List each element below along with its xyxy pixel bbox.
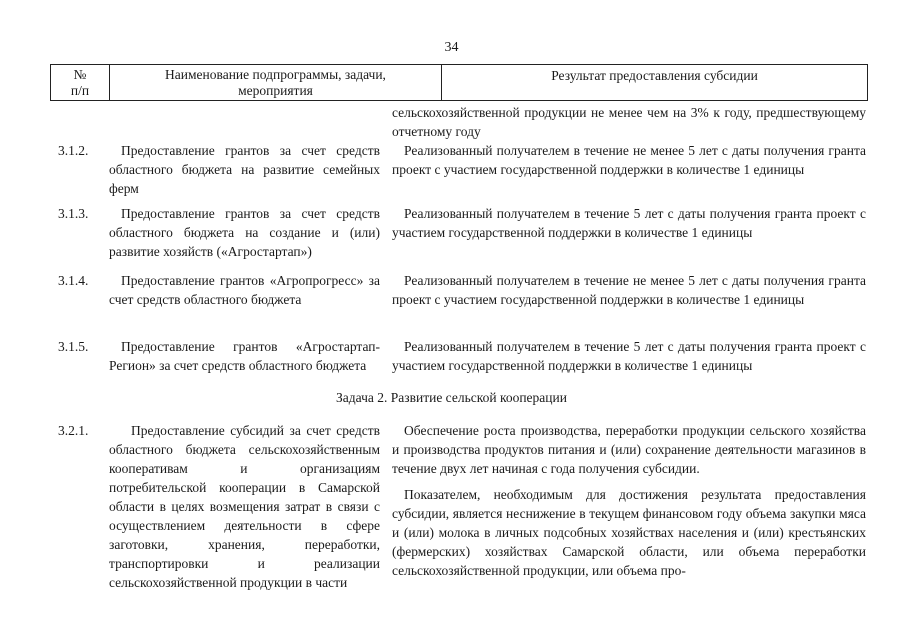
table-header (50, 64, 868, 101)
row-number: 3.2.1. (58, 423, 89, 438)
task-heading: Задача 2. Развитие сельской кооперации (336, 390, 567, 405)
header-name-column (110, 65, 442, 100)
row-result (392, 421, 866, 580)
row-name: Предоставление субсидий за счет средств областного бюджета сельскохозяйственным кооперативам и организациям потребительской кооперации в Самарской области в целях возмещения затрат в связи с осуществлением деятельности в сфере заготовки, хранения, переработки, транспортировки и реализации сельскохозяйственной продукции в части (109, 423, 380, 590)
row-name: Предоставление грантов за счет средств областного бюджета на создание и (или) развитие хозяйств («Агростартап») (109, 206, 380, 259)
row-name: Предоставление грантов «Агростартап-Регион» за счет средств областного бюджета (109, 339, 380, 373)
row-number: 3.1.4. (58, 273, 89, 288)
row-result: Реализованный получателем в течение 5 лет с даты получения гранта проект с участием государственной поддержки в количестве 1 единицы (392, 339, 866, 373)
header-number-column (51, 65, 110, 100)
header-number-sublabel: п/п (70, 82, 90, 98)
row-number: 3.1.3. (58, 206, 89, 221)
row-result: Реализованный получателем в течение не менее 5 лет с даты получения гранта проект с участием государственной поддержки в количестве 1 единицы (392, 273, 866, 307)
row-result: Реализованный получателем в течение 5 лет с даты получения гранта проект с участием государственной поддержки в количестве 1 единицы (392, 206, 866, 240)
row-number: 3.1.2. (58, 143, 89, 158)
header-result-column (442, 65, 867, 100)
row-result-paragraph: Показателем, необходимым для достижения результата предоставления субсидии, является неснижение в текущем финансовом году объема закупки мяса и (или) молока в личных подсобных хозяйствах населения и (или) крестьянских (фермерских) хозяйствах Самарской области, или объема переработки сельскохозяйственной продукции, или объема про- (392, 487, 866, 578)
row-result-paragraph: Обеспечение роста производства, переработки продукции сельского хозяйства и производства продуктов питания и (или) сохранение деятельности магазинов в течение двух лет начиная с года получения субсидии. (392, 423, 866, 476)
continuation-text: сельскохозяйственной продукции не менее чем на 3% к году, предшествующему отчетному году (392, 105, 866, 139)
row-number: 3.1.5. (58, 339, 89, 354)
header-name-label: Наименование подпрограммы, задачи, мероприятия (165, 66, 386, 98)
row-result: Реализованный получателем в течение не менее 5 лет с даты получения гранта проект с участием государственной поддержки в количестве 1 единицы (392, 143, 866, 177)
header-number-label: № (73, 66, 87, 82)
row-name: Предоставление грантов «Агропрогресс» за счет средств областного бюджета (109, 273, 380, 307)
page-number: 34 (444, 40, 459, 55)
row-name: Предоставление грантов за счет средств областного бюджета на развитие семейных ферм (109, 143, 380, 196)
header-result-label: Результат предоставления субсидии (551, 68, 758, 83)
